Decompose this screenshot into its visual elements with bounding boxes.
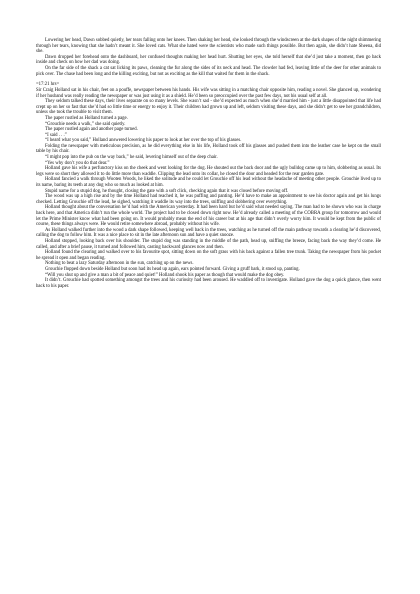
paragraph: Dawn dropped her forehead onto the dashboard, her confused thoughts making her head hurt. Shutting her eyes, she told herself that she’d just take a moment, then go back inside and check on how her dad was doing. <box>36 54 381 66</box>
paragraph: Holland fancied a walk through Wooten Woods, he liked the solitude and he could let Grouchie off his lead without the headache of meeting other people. Grouchie lived up to its name, baring its teeth at any dog who so much as looked at him. <box>36 177 381 189</box>
paragraph: Holland stopped, looking back over his shoulder. The stupid dog was standing in the middle of the path, head up, sniffing the breeze, facing back the way they’d come. He called, and after a brief pause, it turned and followed him, casting backward glances now and then. <box>36 238 381 250</box>
dialogue-line: “Grouchie needs a walk,” she said quietly. <box>45 121 126 127</box>
dialogue-line: “I said . . .” <box>45 132 67 138</box>
paragraph: Lowering her head, Dawn sobbed quietly, her tears falling onto her knees. Then shaking her head, she looked through the windscreen at the dark shapes of the night shimmering through her tears, knowing that she hadn’t meant it. She loved cats. What she hated were the scientists who made such things possible. But then again, she didn’t hate Sheena, did she. <box>36 38 381 55</box>
paragraph: Nothing to beat a lazy Saturday afternoon in the sun, catching up on the news. <box>45 261 194 267</box>
paragraph: The wood was up a high rise and by the time Holland had reached it, he was puffing and panting. He’d have to make an appointment to see his doctor again and get his lungs checked. Letting Grouchie off the lead, he sighed, watching it waddle its way into the trees, sniffing and slobbering over everything. <box>36 194 381 205</box>
section-timestamp: =17:21 hrs= <box>36 82 60 88</box>
paragraph: They seldom talked these days, their lives separate on so many levels. She wasn’t sad - she’d expected as much when she’d married him - just a little disappointed that life had crept up on her so fast that she’d had so little time or energy to enjoy it. Their children had grown up and left, seldom visiting these days, and she didn’t get to see her grandchildren, unless she took the trouble to visit them. <box>36 99 381 116</box>
dialogue-line: “I heard what you said,” Holland answered lowering his paper to look at her over the top of his glasses. <box>45 138 242 144</box>
paragraph: The paper rustled as Holland turned a page. <box>45 115 128 121</box>
paragraph: Sir Craig Holland sat in his chair, feet on a pouffe, newspaper between his hands. His wife was sitting in a matching chair opposite him, reading a novel. She glanced up, wondering if her husband was really reading the newspaper or was just using it as a shield. He’d been so preoccupied over the past few days, not his usual self at all. <box>36 87 381 99</box>
paragraph: Folding the newspaper with meticulous precision, as he did everything else in his life, Holland took off his glasses and pushed them into the leather case he kept on the small table by his chair. <box>36 143 381 155</box>
paragraph: As Holland walked further into the wood a dark shape followed, keeping well back in the trees, watching as he turned off the main pathway towards a clearing he’d discovered, calling the dog to follow him. It was a nice place to sit in the late afternoon sun and have a quiet snooze. <box>36 227 381 239</box>
dialogue-line: “I might pop into the pub on the way back,” he said, levering himself out of the deep chair. <box>45 155 218 161</box>
paragraph: The paper rustled again and another page turned. <box>45 127 138 133</box>
dialogue-line: “Yes why don’t you do that dear.” <box>45 160 110 166</box>
paragraph: It didn’t. Grouchie had spotted something amongst the trees and his curiosity had been aroused. He waddled off to investigate. Holland gave the dog a quick glance, then went back to his paper. <box>36 278 381 289</box>
paragraph: Grouchie flopped down beside Holland but soon had its head up again, ears pointed forward. Giving a gruff bark, it stood up, panting. <box>45 266 300 272</box>
paragraph: Stupid name for a stupid dog, he thought, closing the gate with a soft click, checking again that it was closed before moving off. <box>45 188 289 194</box>
paragraph: Holland thought about the conversation he’d had with the American yesterday. It had been hard but he’d said what needed saying. The man had to be shown who was in charge back here, and that America didn’t run the whole world. The project had to be closed down right now. He’d already called a meeting of the COBRA group for tomorrow and would let the Prime Minister know what had been going on. It would probably mean the end of his career but at his age that didn’t overly worry him. It would be kept from the public of course, these things always were. He would retire somewhere abroad, probably without his wife. <box>36 205 381 228</box>
dialogue-line: “Will you shut up and give a man a bit of peace and quiet!” Holland shook his paper as though that would make the dog obey. <box>45 272 285 278</box>
paragraph: On the far side of the shack a cat sat licking its paws, cleaning the fur along the sides of its neck and head. The clowder had fed, leaving little of the deer for other animals to pick over. The chase had been long and the killing exciting, but not as exciting as the kill that waited for them in the shack. <box>36 65 381 77</box>
paragraph: Holland gave his wife a perfunctory kiss on the cheek and went looking for the dog. He shouted out the back door and the ugly bulldog came up to him, slobbering as usual. Its legs were so short they allowed it to do little more than waddle. Clipping the lead onto its collar, he closed the door and headed for the rear garden gate. <box>36 166 381 177</box>
document-page <box>36 38 381 289</box>
paragraph: Holland found the clearing and walked over to his favourite spot, sitting down on the soft grass with his back against a fallen tree trunk. Taking the newspaper from his pocket he spread it open and began reading. <box>36 250 381 261</box>
